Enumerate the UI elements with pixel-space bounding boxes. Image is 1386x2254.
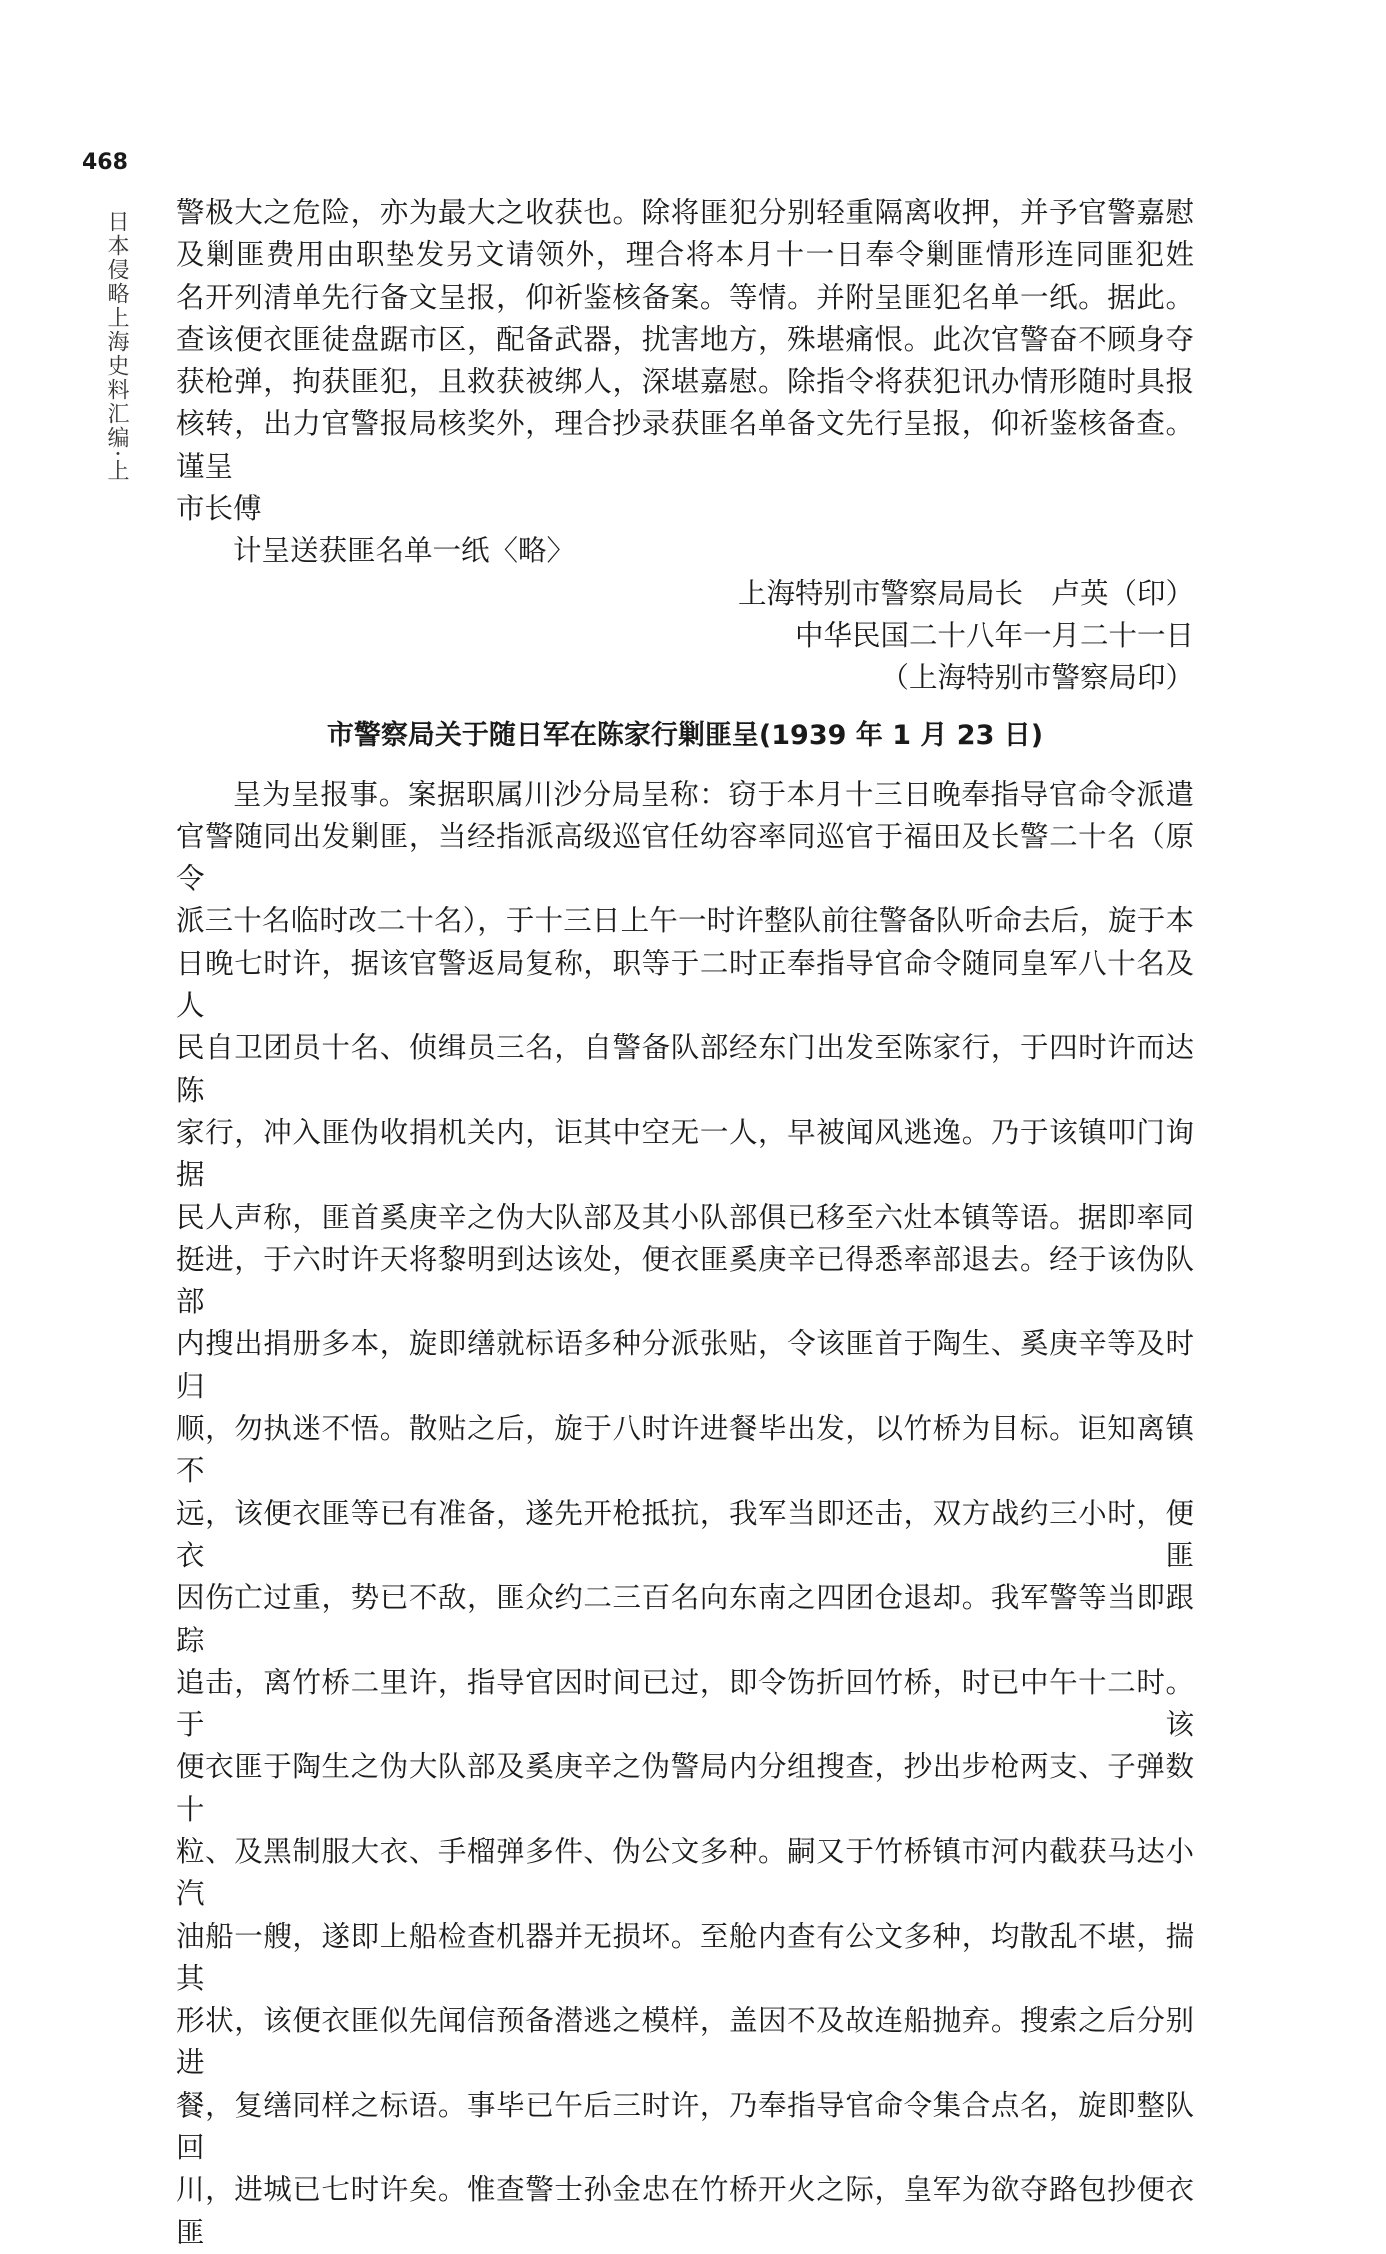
text-line: 官警随同出发剿匪，当经指派高级巡官任幼容率同巡官于福田及长警二十名（原令 — [176, 819, 1194, 896]
paragraph-continued — [176, 192, 1194, 446]
text-line: 呈为呈报事。案据职属川沙分局呈称：窃于本月十三日晚奉指导官命令派遣 — [233, 777, 1194, 811]
text-line: 核转，出力官警报局核奖外，理合抄录获匪名单备文先行呈报，仰祈鉴核备查。 — [176, 407, 1194, 441]
text-line: 及剿匪费用由职垫发另文请领外，理合将本月十一日奉令剿匪情形连同匪犯姓 — [176, 238, 1194, 272]
text-line: 顺，勿执迷不悟。散贴之后，旋于八时许进餐毕出发，以竹桥为目标。讵知离镇不 — [176, 1412, 1194, 1488]
document-body — [176, 192, 1194, 2254]
text-line: 挺进，于六时许天将黎明到达该处，便衣匪奚庚辛已得悉率部退去。经于该伪队部 — [176, 1242, 1194, 1319]
text-line: 餐，复缮同样之标语。事毕已午后三时许，乃奉指导官命令集合点名，旋即整队回 — [176, 2088, 1194, 2165]
page-number: 468 — [82, 150, 128, 175]
text-line: 因伤亡过重，势已不敌，匪众约二三百名向东南之四团仓退却。我军警等当即跟踪 — [176, 1581, 1194, 1657]
text-line: 油船一艘，遂即上船检查机器并无损坏。至舱内查有公文多种，均散乱不堪，揣其 — [176, 1919, 1194, 1995]
closing-addressee: 市长傅 — [176, 492, 262, 526]
text-line: 查该便衣匪徒盘踞市区，配备武器，扰害地方，殊堪痛恨。此次官警奋不顾身夺 — [176, 322, 1194, 356]
attachment-note: 计呈送获匪名单一纸〈略〉 — [233, 534, 576, 568]
text-line: 日晚七时许，据该官警返局复称，职等于二时正奉指导官命令随同皇军八十名及人 — [176, 946, 1194, 1023]
text-line: 粒、及黑制服大衣、手榴弹多件、伪公文多种。嗣又于竹桥镇市河内截获马达小汽 — [176, 1834, 1194, 1911]
text-line: 内搜出捐册多本，旋即缮就标语多种分派张贴，令该匪首于陶生、奚庚辛等及时归 — [176, 1327, 1194, 1403]
text-line: 获枪弹，拘获匪犯，且救获被绑人，深堪嘉慰。除指令将获犯讯办情形随时具报 — [176, 365, 1194, 399]
signature-line: 上海特别市警察局局长 卢英（印） — [737, 576, 1194, 610]
text-line: 派三十名临时改二十名），于十三日上午一时许整队前往警备队听命去后，旋于本 — [176, 904, 1194, 938]
text-line: 远，该便衣匪等已有准备，遂先开枪抵抗，我军当即还击，双方战约三小时，便衣匪 — [176, 1496, 1194, 1572]
section-title: 市警察局关于随日军在陈家行剿匪呈(1939 年 1 月 23 日) — [326, 719, 1044, 751]
text-line: 便衣匪于陶生之伪大队部及奚庚辛之伪警局内分组搜查，抄出步枪两支、子弹数十 — [176, 1750, 1194, 1826]
signature-seal: （上海特别市警察局印） — [880, 661, 1194, 695]
running-head: 日本侵略上海史料汇编·上 — [104, 210, 129, 483]
closing-jincheng: 谨呈 — [176, 449, 234, 483]
text-line: 家行，冲入匪伪收捐机关内，讵其中空无一人，早被闻风逃逸。乃于该镇叩门询据 — [176, 1115, 1194, 1192]
signature-date: 中华民国二十八年一月二十一日 — [794, 618, 1194, 652]
signature-block — [176, 573, 1194, 700]
text-line: 民人声称，匪首奚庚辛之伪大队部及其小队部俱已移至六灶本镇等语。据即率同 — [176, 1200, 1194, 1234]
text-line: 追击，离竹桥二里许，指导官因时间已过，即令饬折回竹桥，时已中午十二时。于该 — [176, 1665, 1194, 1742]
paragraph-report — [176, 774, 1194, 2254]
text-line: 形状，该便衣匪似先闻信预备潜逃之模样，盖因不及故连船抛弃。搜索之后分别进 — [176, 2004, 1194, 2080]
text-line: 民自卫团员十名、侦缉员三名，自警备队部经东门出发至陈家行，于四时许而达陈 — [176, 1031, 1194, 1107]
text-line: 川，进城已七时许矣。惟查警士孙金忠在竹桥开火之际，皇军为欲夺路包抄便衣匪 — [176, 2173, 1194, 2249]
text-line: 警极大之危险，亦为最大之收获也。除将匪犯分别轻重隔离收押，并予官警嘉慰 — [176, 196, 1194, 229]
text-line: 名开列清单先行备文呈报，仰祈鉴核备案。等情。并附呈匪犯名单一纸。据此。 — [176, 280, 1194, 314]
